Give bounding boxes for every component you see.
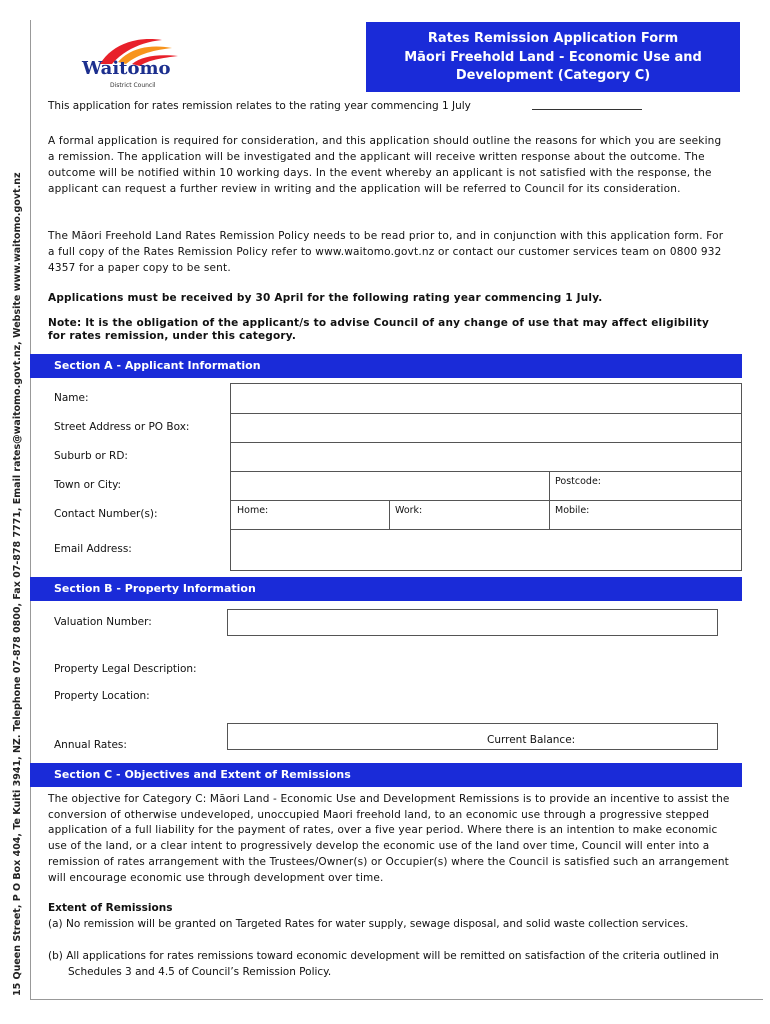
postcode-label: Postcode:	[555, 476, 601, 487]
suburb-label: Suburb or RD:	[54, 450, 128, 462]
town-label: Town or City:	[54, 479, 122, 491]
email-field[interactable]	[231, 529, 741, 571]
town-field[interactable]	[231, 471, 549, 500]
obligation-note: Note: It is the obligation of the applicant/s to advise Council of any change of use that may affect eligibility for rates remission, under this category.	[48, 317, 710, 342]
council-logo	[72, 34, 182, 94]
home-phone-field[interactable]	[231, 500, 389, 529]
name-field[interactable]	[231, 384, 741, 413]
legal-description-label: Property Legal Description:	[54, 663, 197, 675]
suburb-field[interactable]	[231, 442, 741, 471]
valuation-number-field[interactable]	[227, 609, 718, 636]
rating-year-statement: This application for rates remission relates to the rating year commencing 1 July	[48, 100, 471, 112]
section-c-header: Section C - Objectives and Extent of Remissions	[30, 763, 742, 787]
street-field[interactable]	[231, 413, 741, 442]
name-label: Name:	[54, 392, 89, 404]
email-label: Email Address:	[54, 543, 132, 555]
extent-heading: Extent of Remissions	[48, 902, 173, 914]
deadline-notice: Applications must be received by 30 April for the following rating year commencing 1 July.	[48, 292, 603, 304]
intro-paragraph-1: A formal application is required for consideration, and this application should outline the reasons for which you are seeking a remission. The application will be investigated and the applicant will receive written response about the outcome. The outcome will be notified within 10 working days. In the event whereby an applicant is not satisfied with the response, the applicant can request a further review in writing and the application will be referred to Council for its consideration.	[48, 135, 722, 195]
location-label: Property Location:	[54, 690, 150, 702]
contact-label: Contact Number(s):	[54, 508, 158, 520]
logo-wordmark: Waitomo	[82, 58, 171, 79]
work-phone-field[interactable]	[389, 500, 549, 529]
mobile-label: Mobile:	[555, 505, 590, 516]
rating-year-blank[interactable]	[532, 109, 642, 110]
objective-paragraph: The objective for Category C: Māori Land - Economic Use and Development Remissions is to provide an incentive to assist the conversion of otherwise undeveloped, unoccupied Maori freehold land, to an economic use through a progressive stepped application of a full liability for the payment of rates, over a five year period. Where there is an intention to make economic use of the land, or a clear intent to progressively develop the economic use of the land over time, Council will enter into a remission of rates arrangement with the Trustees/Owner(s) or Occupier(s) where the Council is satisfied such an arrangement will encourage economic use through development over time.	[48, 793, 730, 884]
title-line-1: Rates Remission Application Form	[427, 31, 679, 46]
work-label: Work:	[395, 505, 423, 516]
mobile-phone-field[interactable]	[549, 500, 743, 529]
form-title	[366, 22, 740, 92]
street-label: Street Address or PO Box:	[54, 421, 190, 433]
valuation-label: Valuation Number:	[54, 616, 152, 628]
extent-item-b: (b) All applications for rates remissions toward economic development will be remitted on satisfaction of the criteria outlined in Schedules 3 and 4.5 of Council’s Remission Policy.	[48, 950, 719, 978]
postcode-field[interactable]	[549, 471, 743, 500]
annual-rates-field[interactable]	[227, 723, 718, 750]
section-a-header: Section A - Applicant Information	[30, 354, 742, 378]
title-line-3: Development (Category C)	[455, 68, 651, 83]
logo-subtitle: District Council	[110, 82, 156, 89]
current-balance-label: Current Balance:	[487, 734, 576, 746]
section-b-header: Section B - Property Information	[30, 577, 742, 601]
extent-item-a: (a) No remission will be granted on Targeted Rates for water supply, sewage disposal, and solid waste collection services.	[48, 918, 689, 930]
intro-paragraph-2: The Māori Freehold Land Rates Remission Policy needs to be read prior to, and in conjunction with this application form. For a full copy of the Rates Remission Policy refer to www.waitomo.govt.nz or contact our customer services team on 0800 932 4357 for a paper copy to be sent.	[48, 230, 724, 274]
annual-rates-label: Annual Rates:	[54, 739, 127, 751]
home-label: Home:	[237, 505, 269, 516]
title-line-2: Māori Freehold Land - Economic Use and	[404, 49, 702, 65]
applicant-info-grid	[230, 383, 742, 571]
council-contact-sidebar: 15 Queen Street, P O Box 404, Te Kuiti 3941, NZ. Telephone 07-878 0800, Fax 07-878 7771, Email rates@waitomo.govt.nz, Website www.waitomo.govt.nz	[12, 172, 23, 996]
